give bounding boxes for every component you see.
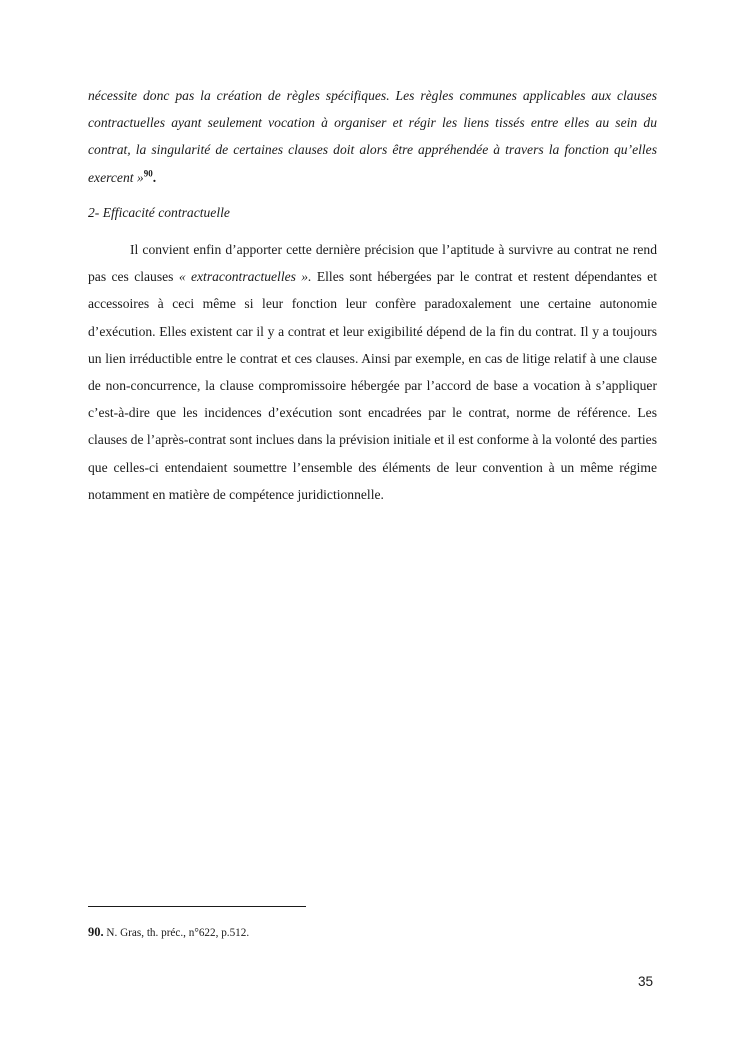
paragraph-text-start: Il convient enfin d’apporter cette dernière précision que l’aptitude à survivre au contrat ne rend pas ces clauses [88, 242, 657, 285]
footnote-separator [88, 906, 306, 907]
footnote-text: N. Gras, th. préc., n°622, p.512. [103, 927, 250, 939]
footnote-number: 90. [88, 925, 104, 939]
page-number: 35 [638, 974, 654, 989]
quotation-paragraph [88, 82, 657, 191]
section-heading: 2- Efficacité contractuelle [88, 204, 230, 220]
footnote [88, 925, 249, 940]
paragraph-italic-term: « extracontractuelles ». [178, 269, 312, 285]
paragraph-text-rest: Elles sont hébergées par le contrat et restent dépendantes et accessoires à ceci même si leur fonction leur confère paradoxalement une certaine autonomie d’exécution. Elles existent car il y a contrat et leur exigibilité dépend de la fin du contrat. Il y a toujours un lien irréductible entre le contrat et ces clauses. Ainsi par exemple, en cas de litige relatif à une clause de non-concurrence, la clause compromissoire hébergée par l’accord de base a vocation à s’appliquer c’est-à-dire que les incidences d’exécution sont encadrées par le contrat, norme de référence. Les clauses de l’après-contrat sont inclues dans la prévision initiale et il est conforme à la volonté des parties que celles-ci entendaient soumettre l’ensemble des éléments de leur convention à un même régime notamment en matière de compétence juridictionnelle. [88, 269, 657, 502]
footnote-reference[interactable]: 90 [143, 168, 153, 179]
body-paragraph [88, 236, 657, 508]
quotation-text: nécessite donc pas la création de règles spécifiques. Les règles communes applicables aux clauses contractuelles ayant seulement vocation à organiser et régir les liens tissés entre elles au sein du contrat, la singularité de certaines clauses doit alors être appréhendée à travers la fonction qu’elles exercent » [88, 88, 657, 185]
page-body [88, 82, 657, 508]
quotation-end-punctuation: . [152, 169, 157, 185]
